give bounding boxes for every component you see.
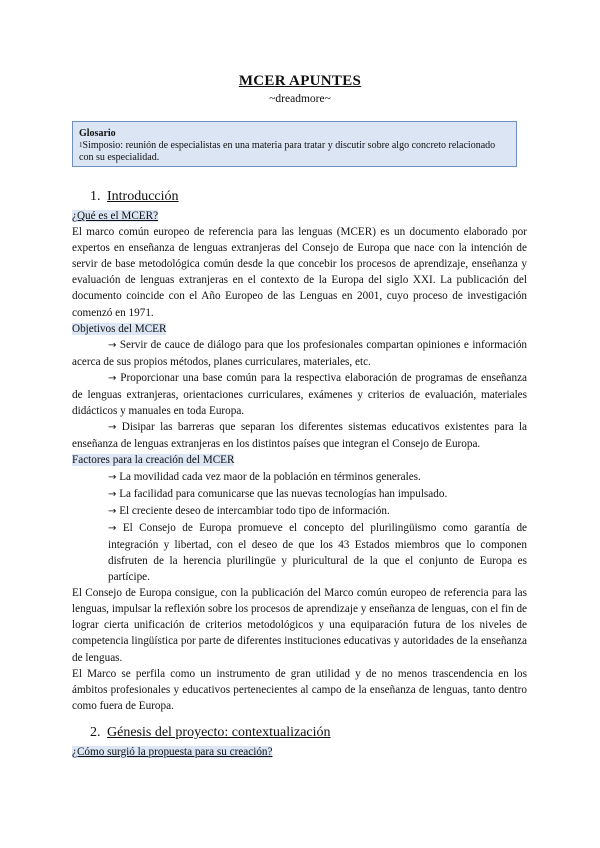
- objective-item: [72, 419, 527, 452]
- factor-text: La facilidad para comunicarse que las nuevas tecnologías han impulsado.: [119, 487, 448, 500]
- subheading-factors: Factores para la creación del MCER: [72, 454, 235, 467]
- factor-item: [108, 469, 527, 486]
- subheading-objectives: Objetivos del MCER: [72, 322, 167, 335]
- factor-text: La movilidad cada vez maor de la población en términos generales.: [119, 470, 421, 483]
- objective-item: [72, 337, 527, 370]
- footnote-marker: 1: [79, 141, 83, 149]
- objective-text: Disipar las barreras que separan los diferentes sistemas educativos existentes para la enseñanza de lenguas extranjeras en los distintos países que integran el Consejo de Europa.: [72, 421, 528, 451]
- section-heading: [90, 188, 527, 206]
- factor-item: [108, 520, 527, 585]
- arrow-icon: →: [108, 471, 117, 483]
- objective-item: [72, 370, 527, 419]
- objective-text: Proporcionar una base común para la respectiva elaboración de programas de enseñanza de lenguas extranjeras, orientaciones curriculares, exámenes y criterios de evaluación, materiales didácticos y manuales en toda Europa.: [72, 371, 527, 418]
- question-heading: ¿Qué es el MCER?: [72, 210, 159, 222]
- arrow-icon: →: [108, 422, 117, 434]
- section-number: 2.: [90, 724, 101, 740]
- arrow-icon: →: [108, 372, 117, 384]
- arrow-icon: →: [108, 505, 117, 517]
- glossary-box: [72, 121, 517, 167]
- section-title: Introducción: [107, 189, 179, 204]
- section-number: 1.: [90, 189, 101, 204]
- closing-paragraph: El Marco se perfila como un instrumento de gran utilidad y de no menos trascendencia en los ámbitos profesionales y educativos pertenecientes al campo de la enseñanza de lenguas, tanto dentro como fuera de Europa.: [72, 667, 527, 712]
- closing-paragraph: El Consejo de Europa consigue, con la publicación del Marco común europeo de referencia para las lenguas, impulsar la reflexión sobre los procesos de aprendizaje y enseñanza de lenguas, con el fin de lograr cierta unificación de criterios metodológicos y una equiparación futura de los niveles de competencia lingüística por parte de diferentes instituciones educativas y autoridades de la enseñanza de lenguas.: [72, 587, 527, 664]
- factor-text: El Consejo de Europa promueve el concepto del plurilingüismo como garantía de integración y libertad, con el deseo de que los 43 Estados miembros que lo componen disfruten de la herencia plurilingüe y pluricultural de la que el conjunto de Europa es partícipe.: [108, 521, 527, 584]
- arrow-icon: →: [108, 339, 117, 351]
- arrow-icon: →: [108, 488, 117, 500]
- question-heading: ¿Cómo surgió la propuesta para su creación?: [72, 745, 273, 758]
- document-title: MCER APUNTES: [238, 73, 362, 89]
- document-body: [72, 188, 527, 760]
- factor-item: [108, 503, 527, 520]
- glossary-entry: Simposio: reunión de especialistas en una materia para tratar y discutir sobre algo concreto relacionado con su especialidad.: [79, 140, 496, 163]
- section-heading: [90, 724, 527, 742]
- document-author: ~dreadmore~: [269, 93, 331, 105]
- factor-item: [108, 486, 527, 503]
- section-title: Génesis del proyecto: contextualización: [107, 724, 331, 740]
- intro-paragraph: El marco común europeo de referencia para las lenguas (MCER) es un documento elaborado por expertos en enseñanza de lenguas extranjeras del Consejo de Europa que nace con la intención de servir de base metodológica común desde la que concebir los procesos de aprendizaje, enseñanza y evaluación de lenguas extranjeras en el contexto de la Europa del siglo XXI. La publicación del documento coincide con el Año Europeo de las Lenguas en 2001, cuyo proceso de investigación comenzó en 1971.: [72, 226, 527, 319]
- factor-text: El creciente deseo de intercambiar todo tipo de información.: [119, 504, 390, 517]
- glossary-heading: Glosario: [79, 128, 116, 139]
- arrow-icon: →: [108, 522, 117, 534]
- objective-text: Servir de cauce de diálogo para que los profesionales compartan opiniones e información acerca de sus propios métodos, planes curriculares, materiales, etc.: [72, 338, 528, 368]
